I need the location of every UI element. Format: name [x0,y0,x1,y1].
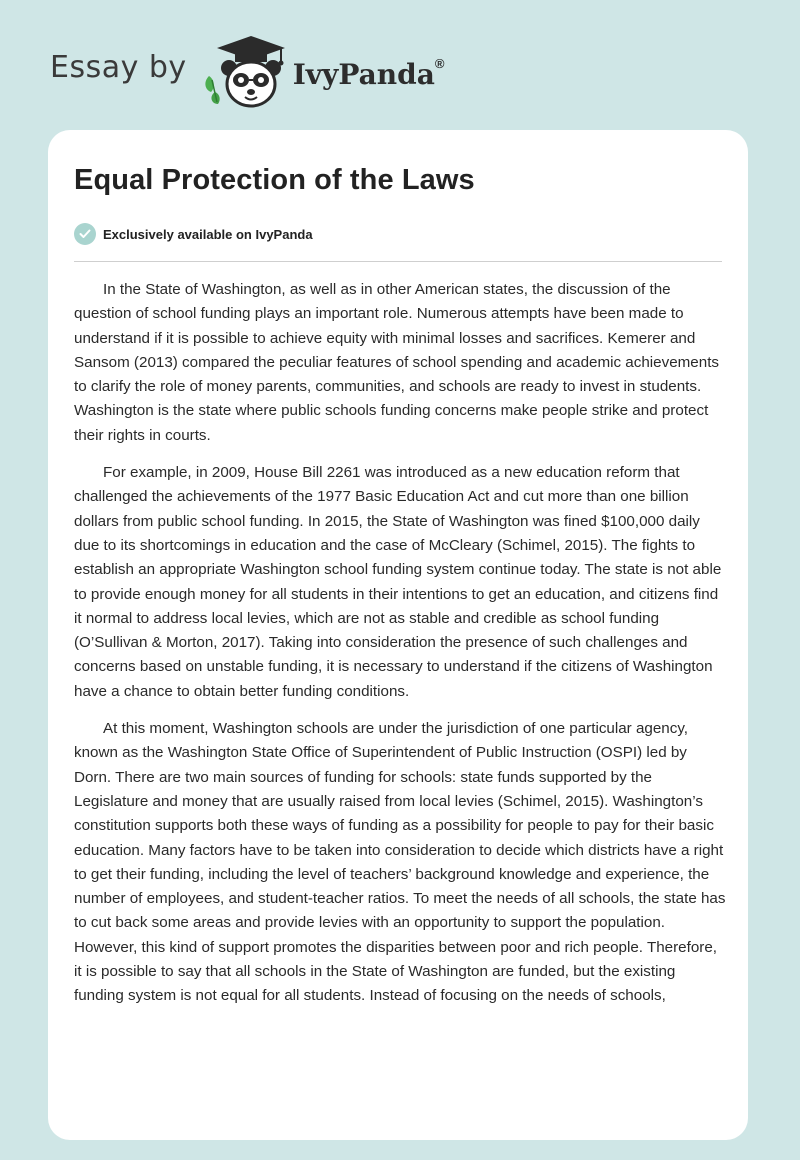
check-circle-icon [74,223,96,245]
badge-label: Exclusively available on IvyPanda [103,226,313,242]
essay-by-label: Essay by [50,49,187,85]
paragraph: In the State of Washington, as well as in other American states, the discussion of the question of school funding plays an important role. Numerous attempts have been made to understand if it is possible to achieve equity with minimal losses and sacrifices. Kemerer and Sansom (2013) compared the peculiar features of school spending and academic achievements to clarify the role of money parents, communities, and schools are ready to invest in students. Washington is the state where public schools funding concerns make people strike and protect their rights in courts. [74,281,720,444]
registered-mark: ® [434,55,445,71]
divider [74,261,722,262]
brand-name[interactable] [292,55,445,91]
panda-graduate-icon[interactable] [201,30,289,110]
paragraph: For example, in 2009, House Bill 2261 was introduced as a new education reform that challenged the achievements of the 1977 Basic Education Act and cut more than one billion dollars from public school funding. In 2015, the State of Washington was fined $100,000 daily due to its shortcomings in education and the case of McCleary (Schimel, 2015). The fights to establish an appropriate Washington school funding system continue today. The state is not able to provide enough money for all students in their intentions to get an education, and citizens find it normal to address local levies, which are not as stable and credible as school funding (O’Sullivan & Morton, 2017). Taking into consideration the presence of such challenges and concerns based on unstable funding, it is necessary to understand if the citizens of Washington have a chance to obtain better funding conditions. [74,464,722,700]
essay-body [74,278,726,1022]
paragraph: At this moment, Washington schools are under the jurisdiction of one particular agency, known as the Washington State Office of Superintendent of Public Instruction (OSPI) led by Dorn. There are two main sources of funding for schools: state funds supported by the Legislature and money that are usually raised from local levies (Schimel, 2015). Washington’s constitution supports both these ways of funding as a possibility for people to pay for their basic education. Many factors have to be taken into consideration to decide which districts have a right to get their funding, including the level of teachers’ background knowledge and experience, the number of employees, and student-teacher ratios. To meet the needs of all schools, the state has to cut back some areas and provide levies with an opportunity to support the population. However, this kind of support promotes the disparities between poor and rich people. Therefore, it is possible to say that all schools in the State of Washington are funded, but the existing funding system is not equal for all students. Instead of focusing on the needs of schools, [74,720,726,1005]
brand-label: IvyPanda [292,57,435,91]
page-title: Equal Protection of the Laws [74,164,475,196]
essay-card [48,130,748,1140]
site-header [50,30,550,110]
exclusive-badge [74,223,313,245]
